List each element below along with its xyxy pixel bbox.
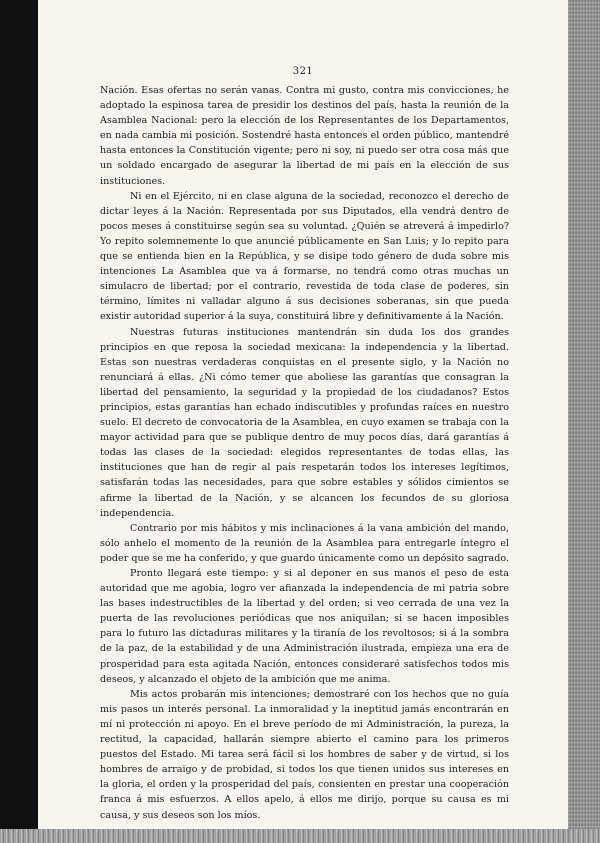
paragraph: Mis actos probarán mis intenciones; demostraré con los hechos que no guía mis pasos un interés personal. La inmoralidad y la ineptitud jamás encontrarán en mí ni protección ni apoyo. En el breve período de mi Administración, la pureza, la rectitud, la capacidad, hallarán siempre abierto el camino para los primeros puestos del Estado. Mi tarea será fácil si los hombres de saber y de virtud, si los hombres de arraigo y de probidad, si todos los que tienen unidos sus intereses en la gloria, el orden y la prosperidad del país, consienten en prestar una cooperación franca á mis esfuerzos. A ellos apelo, á ellos me dirijo, porque su causa es mi causa, y sus deseos son los míos. — [100, 688, 509, 821]
paragraph: Nuestras futuras instituciones mantendrán sin duda los dos grandes principios en que reposa la sociedad mexicana: la independencia y la libertad. Estas son nuestras verdaderas conquistas en el presente siglo, y la Nación no renunciará á ellas. ¿Ni cómo temer que aboliese las garantías que consagran la libertad del pensamiento, la seguridad y la propiedad de los ciudadanos? Estos principios, estas garantías han echado indiscutibles y profundas raíces en nuestro suelo. El decreto de convocatoria de la Asamblea, en cuyo examen se trabaja con la mayor actividad para que se publique dentro de muy pocos días, dará garantías á todas las clases de la sociedad: elegidos representantes de todas ellas, las instituciones que han de regir al país respetarán todos los intereses legítimos, satisfarán todas las necesidades, para que sobre estables y sólidos cimientos se afirme la libertad de la Nación, y se alcancen los fecundos de su gloriosa independencia. — [100, 326, 509, 519]
paragraph: Contrario por mis hábitos y mis inclinaciones á la vana ambición del mando, sólo anhelo el momento de la reunión de la Asamblea para entregarle íntegro el poder que se me ha conferido, y que guardo únicamente como un depósito sagrado. — [100, 522, 510, 564]
paragraph: Nación. Esas ofertas no serán vanas. Contra mi gusto, contra mis convicciones, he adoptado la espinosa tarea de presidir los destinos del país, hasta la reunión de la Asamblea Nacional: pero la elección de los Representantes de los Departamentos, en nada cambia mi posición. Sostendré hasta entonces el orden público, mantendré hasta entonces la Constitución vigente; pero ni soy, ni puedo ser otra cosa más que un soldado encargado de asegurar la libertad de mi país en la elección de sus instituciones. — [100, 85, 509, 187]
scan-page-edges-bottom — [0, 829, 600, 843]
scan-page-edges-right — [568, 0, 600, 843]
body-text — [100, 83, 509, 823]
scan-left-margin — [0, 0, 38, 843]
paragraph: Pronto llegará este tiempo: y si al deponer en sus manos el peso de esta autoridad que me agobia, logro ver afianzada la independencia de mi patria sobre las bases indestructibles de la libertad y del orden; si veo cerrada de una vez la puerta de las revoluciones periódicas que nos aniquilan; si se hacen imposibles para lo futuro las dictaduras militares y la tiranía de los revoltosos; si á la sombra de la paz, de la estabilidad y de una Administración ilustrada, empieza una era de prosperidad para esta agitada Nación, entonces consideraré satisfechos todos mis deseos, y alcanzado el objeto de la ambición que me anima. — [100, 568, 509, 685]
page-number: 321 — [292, 66, 314, 77]
paragraph: Ni en el Ejército, ni en clase alguna de la sociedad, reconozco el derecho de dictar leyes á la Nación. Representada por sus Diputados, ella vendrá dentro de pocos meses á constituirse según sea su voluntad. ¿Quién se atreverá á impedirlo? Yo repito solemnemente lo que anuncié públicamente en San Luis; y lo repito para que se entienda bien en la República, y se disipe todo género de duda sobre mis intenciones La Asamblea que va á formarse, no tendrá como otras muchas un simulacro de libertad; por el contrario, revestida de toda clase de poderes, sin término, límites ni valladar alguno á sus decisiones soberanas, sin que pueda existir autoridad superior á la suya, constituirá libre y definitivamente á la Nación. — [100, 190, 509, 323]
